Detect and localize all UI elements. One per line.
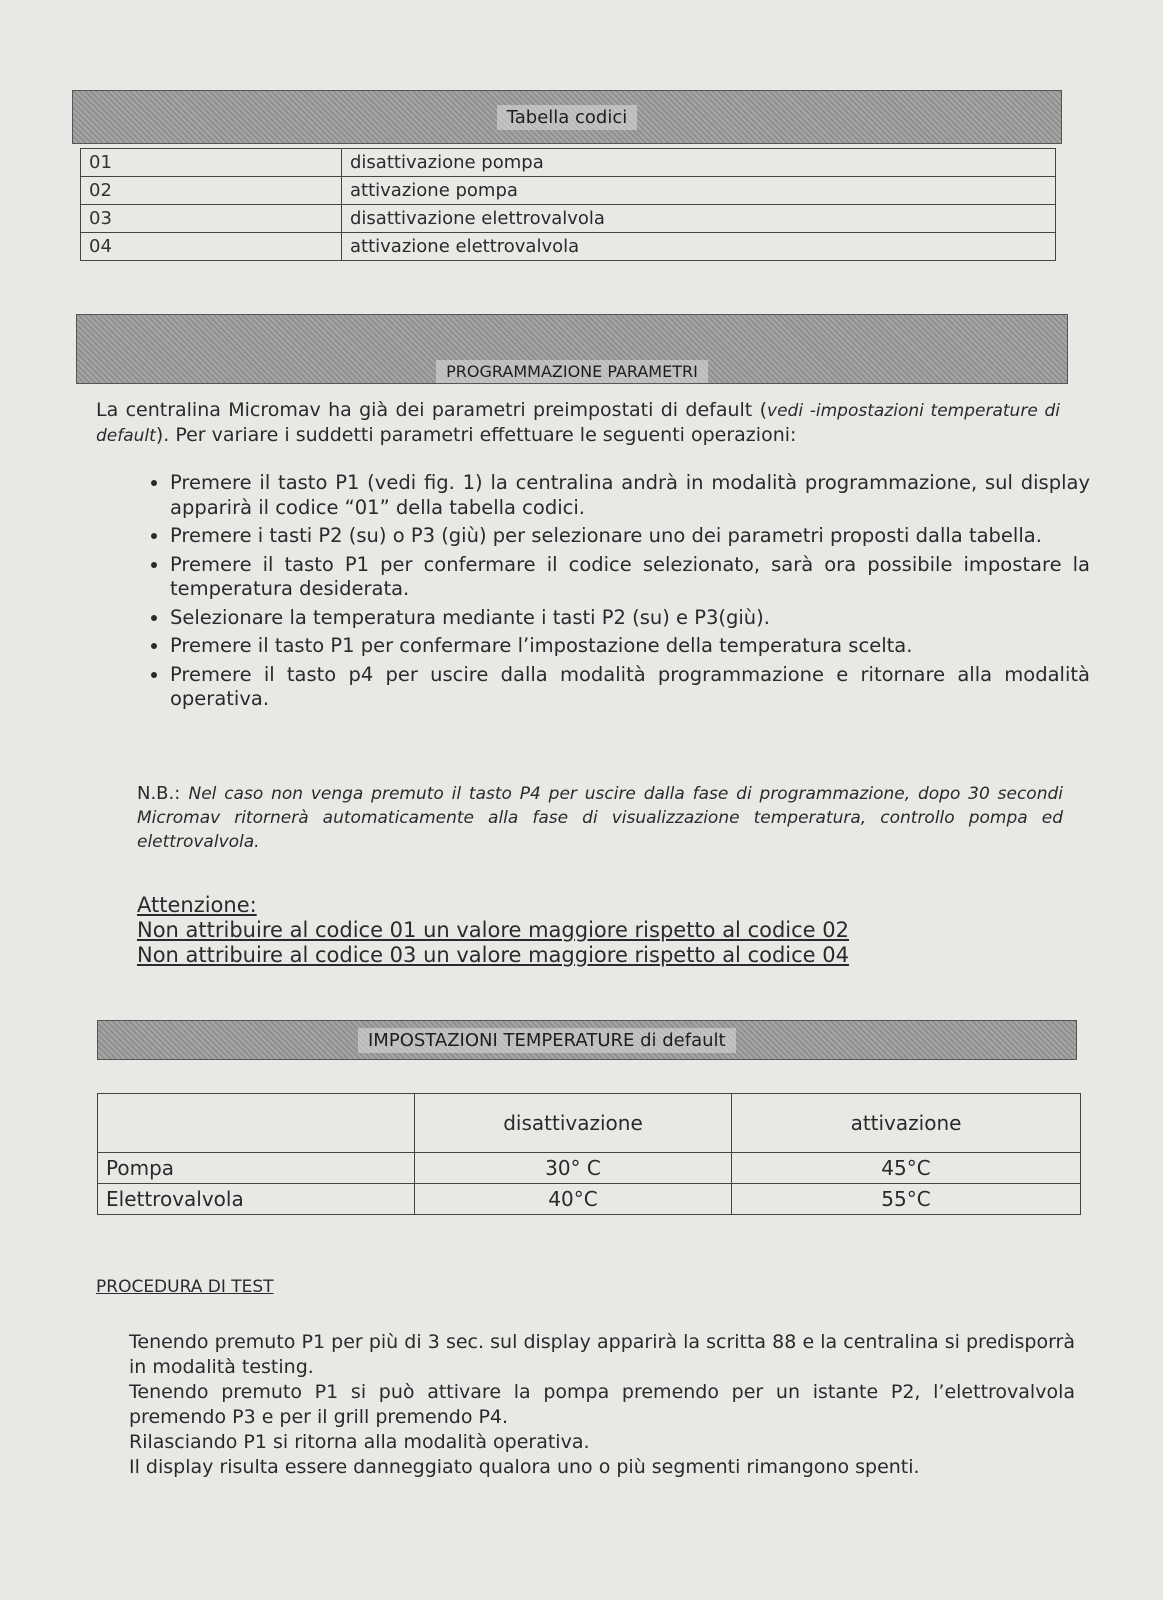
table-row xyxy=(98,1153,1081,1184)
row-off-cell: 30° C xyxy=(415,1153,732,1184)
test-paragraph: Tenendo premuto P1 si può attivare la pompa premendo per un istante P2, l’elettrovalvola premendo P3 e per il grill premendo P4. xyxy=(129,1381,1075,1428)
codes-table-title: Tabella codici xyxy=(497,105,638,130)
intro-text-1: La centralina Micromav ha già dei parametri preimpostati di default ( xyxy=(96,399,768,421)
list-item: • Selezionare la temperatura mediante i tasti P2 (su) e P3(giù). xyxy=(170,606,1090,631)
attention-title: Attenzione: xyxy=(137,893,257,917)
table-row xyxy=(98,1184,1081,1215)
programming-intro xyxy=(96,398,1060,448)
code-cell: 04 xyxy=(81,233,342,261)
row-on-cell: 45°C xyxy=(732,1153,1081,1184)
defaults-table-title: IMPOSTAZIONI TEMPERATURE di default xyxy=(358,1028,736,1053)
test-procedure-title: PROCEDURA DI TEST xyxy=(96,1277,274,1297)
programming-steps xyxy=(140,471,1090,716)
code-desc-cell: disattivazione elettrovalvola xyxy=(342,205,1056,233)
note-label: N.B.: xyxy=(137,783,181,804)
table-row xyxy=(81,233,1056,261)
code-desc-cell: attivazione elettrovalvola xyxy=(342,233,1056,261)
note-text: Nel caso non venga premuto il tasto P4 per uscire dalla fase di programmazione, dopo 30 secondi Micromav ritornerà automaticamente alla fase di visualizzazione temperatura, controllo pompa ed elettrovalvola. xyxy=(137,784,1063,852)
codes-table xyxy=(80,148,1056,261)
attention-block xyxy=(137,893,849,968)
code-cell: 01 xyxy=(81,149,342,177)
attention-line: Non attribuire al codice 01 un valore maggiore rispetto al codice 02 xyxy=(137,918,849,942)
note-paragraph xyxy=(137,782,1063,854)
row-name-cell: Pompa xyxy=(98,1153,415,1184)
test-paragraph: Tenendo premuto P1 per più di 3 sec. sul display apparirà la scritta 88 e la centralina si predisporrà in modalità testing. xyxy=(129,1331,1075,1378)
table-header-row xyxy=(98,1094,1081,1153)
test-paragraph: Rilasciando P1 si ritorna alla modalità operativa. xyxy=(129,1431,590,1453)
test-procedure-body xyxy=(129,1330,1075,1480)
defaults-title-bar xyxy=(97,1020,1077,1060)
table-row xyxy=(81,205,1056,233)
list-item: • Premere il tasto P1 (vedi fig. 1) la centralina andrà in modalità programmazione, sul display apparirà il codice “01” della tabella codici. xyxy=(170,471,1090,520)
attention-line: Non attribuire al codice 03 un valore maggiore rispetto al codice 04 xyxy=(137,943,849,967)
row-name-cell: Elettrovalvola xyxy=(98,1184,415,1215)
table-row xyxy=(81,149,1056,177)
row-off-cell: 40°C xyxy=(415,1184,732,1215)
defaults-table xyxy=(97,1093,1081,1215)
header-cell-on: attivazione xyxy=(732,1094,1081,1153)
code-cell: 03 xyxy=(81,205,342,233)
list-item: • Premere i tasti P2 (su) o P3 (giù) per selezionare uno dei parametri proposti dalla tabella. xyxy=(170,524,1090,549)
header-cell-empty xyxy=(98,1094,415,1153)
codes-table-title-bar xyxy=(72,90,1062,144)
list-item: • Premere il tasto P1 per confermare l’impostazione della temperatura scelta. xyxy=(170,634,1090,659)
code-desc-cell: attivazione pompa xyxy=(342,177,1056,205)
header-cell-off: disattivazione xyxy=(415,1094,732,1153)
code-cell: 02 xyxy=(81,177,342,205)
list-item: • Premere il tasto p4 per uscire dalla modalità programmazione e ritornare alla modalità operativa. xyxy=(170,663,1090,712)
programming-title-bar xyxy=(76,314,1068,384)
intro-reference: vedi -impostazioni temperature di default xyxy=(96,401,1060,446)
list-item: • Premere il tasto P1 per confermare il codice selezionato, sarà ora possibile impostare la temperatura desiderata. xyxy=(170,553,1090,602)
test-paragraph: Il display risulta essere danneggiato qualora uno o più segmenti rimangono spenti. xyxy=(129,1456,920,1478)
row-on-cell: 55°C xyxy=(732,1184,1081,1215)
table-row xyxy=(81,177,1056,205)
intro-text-2: ). Per variare i suddetti parametri effettuare le seguenti operazioni: xyxy=(155,424,797,446)
programming-title: PROGRAMMAZIONE PARAMETRI xyxy=(436,360,708,383)
code-desc-cell: disattivazione pompa xyxy=(342,149,1056,177)
